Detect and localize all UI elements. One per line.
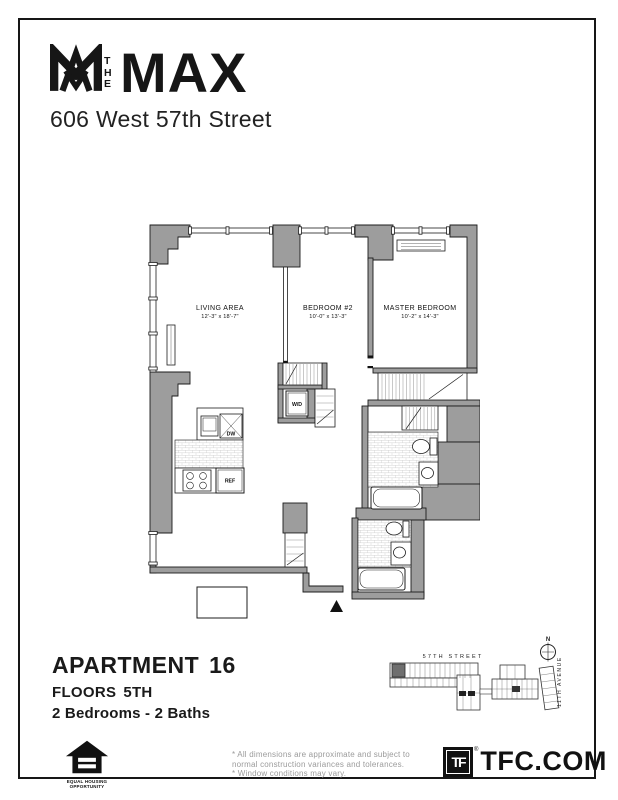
avenue-label: 11TH AVENUE [557, 656, 563, 707]
floors-value: 5TH [123, 684, 153, 701]
entry-arrow-icon [330, 600, 343, 612]
bedroom2-closet [283, 363, 322, 385]
brand-the: THE [104, 55, 112, 90]
equal-housing-icon [65, 740, 109, 774]
tfc-link[interactable] [443, 747, 607, 777]
bedroom2-label: BEDROOM #2 [303, 305, 353, 312]
living-area-label: LIVING AREA [196, 305, 244, 312]
floors-label: FLOORS [52, 684, 117, 701]
refrigerator-label: REF [224, 478, 236, 485]
hall-shelves [315, 389, 335, 427]
disclaimer-line-2: normal construction variances and tolerances. [232, 759, 405, 769]
north-label: N [545, 637, 551, 643]
site-core-2 [468, 691, 475, 696]
master-bedroom-label: MASTER BEDROOM [383, 305, 457, 312]
bath2-toilet-icon [386, 522, 402, 535]
tfc-brand-text: TFC.COM [480, 746, 607, 776]
disclaimer-line-1: * All dimensions are approximate and subject to [232, 750, 410, 759]
highlighted-unit [392, 664, 405, 677]
max-monogram-icon [50, 44, 102, 94]
north-compass-icon [541, 637, 556, 662]
site-plan [385, 633, 580, 738]
site-buildings [390, 663, 559, 710]
entry-shelves [285, 533, 305, 567]
washer-dryer-label: W/D [291, 402, 303, 408]
street-label: 57TH STREET [422, 654, 484, 660]
brand-name: MAX [120, 41, 248, 104]
apartment-label: APARTMENT [52, 652, 200, 678]
registered-mark: ® [474, 747, 479, 753]
disclaimer-line-3: * Window conditions may vary. [232, 769, 347, 778]
site-core-1 [459, 691, 466, 696]
master-toilet-tank [430, 438, 437, 455]
site-core-3 [512, 686, 520, 692]
equal-housing-caption: EQUAL HOUSING OPPORTUNITY [66, 779, 108, 789]
master-bedroom-dims: 10'-2" x 14'-3" [401, 314, 439, 320]
tfc-logo-icon: TF [443, 747, 473, 777]
partition-living-bedroom2 [284, 267, 288, 363]
living-area-dims: 12'-3" x 18'-7" [201, 314, 239, 320]
bedroom2-dims: 10'-0" x 13'-3" [309, 314, 347, 320]
dishwasher-label: DW [226, 431, 236, 438]
unit-info [52, 652, 236, 722]
floorplan [140, 220, 480, 620]
bedbath-configuration: 2 Bedrooms - 2 Baths [52, 705, 211, 722]
kitchen-floor [175, 440, 243, 468]
corridor-stair-block [197, 587, 247, 618]
apartment-number: 16 [209, 652, 236, 678]
building-address: 606 West 57th Street [50, 106, 272, 132]
unit-detail-lines [171, 244, 441, 365]
disclaimer [232, 750, 410, 779]
master-toilet-icon [413, 440, 430, 454]
equal-housing-logo [62, 740, 112, 789]
master-closet [378, 373, 467, 400]
bath2-toilet-tank [403, 521, 409, 537]
